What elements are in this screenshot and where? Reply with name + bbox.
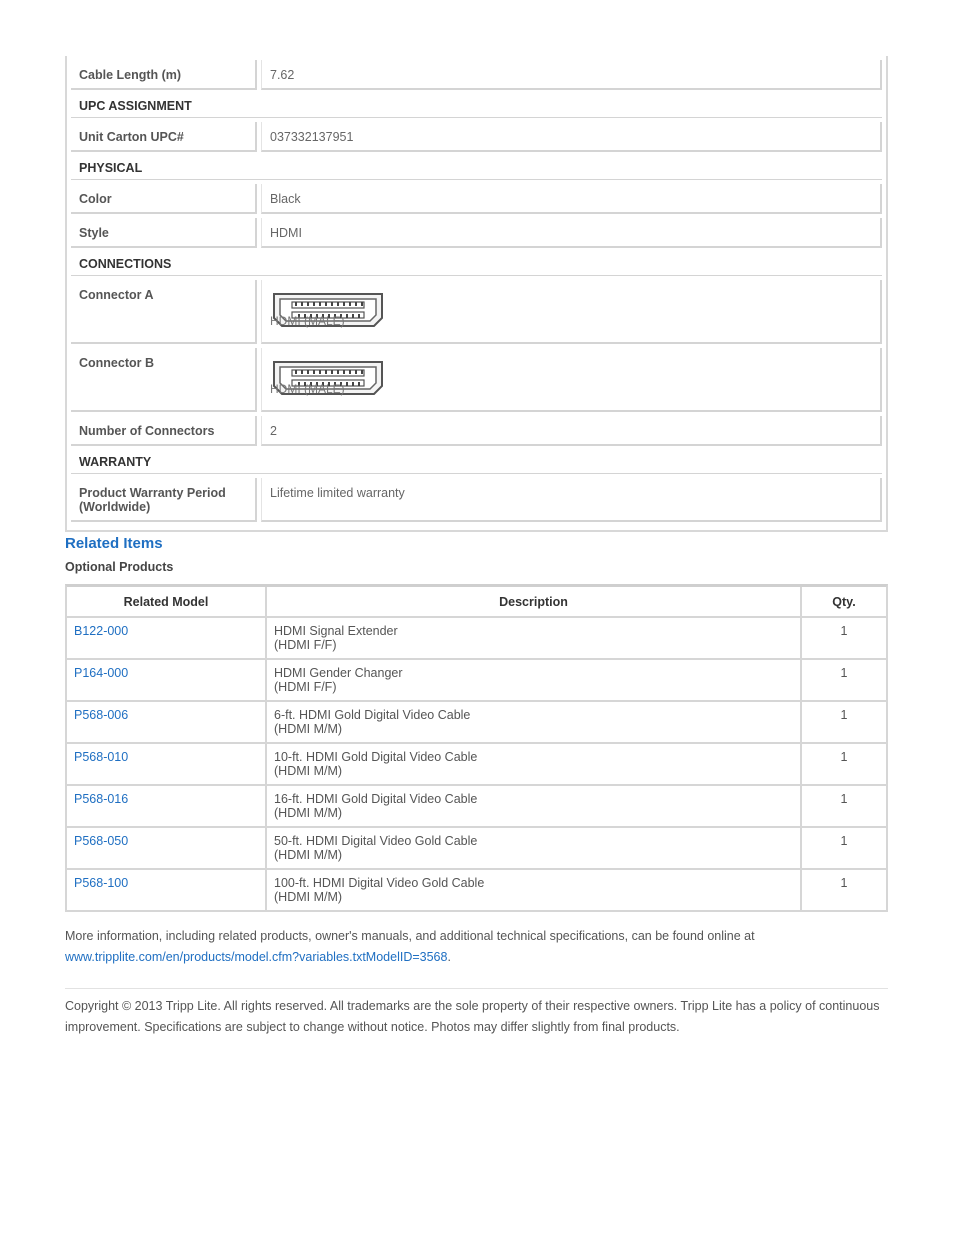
spec-row-number-of-connectors [71,416,882,446]
spec-label: Connector A [71,280,257,344]
description-line: 50-ft. HDMI Digital Video Gold Cable [274,834,478,848]
spec-value: 7.62 [261,60,882,90]
model-link[interactable]: P568-006 [74,708,129,722]
table-row [67,869,886,910]
description-line: (HDMI M/M) [274,722,343,736]
section-header-physical [71,156,882,180]
spec-table [71,56,882,526]
qty-cell: 1 [801,701,886,743]
spec-value: 037332137951 [261,122,882,152]
spec-row-connector-b [71,348,882,412]
description-cell [266,743,801,785]
description-cell [266,827,801,869]
spec-label: Product Warranty Period (Worldwide) [71,478,257,522]
qty-cell: 1 [801,827,886,869]
description-cell [266,659,801,701]
description-line: (HDMI M/M) [274,806,343,820]
spec-label: Color [71,184,257,214]
description-line: 16-ft. HDMI Gold Digital Video Cable [274,792,478,806]
spec-row-unit-carton-upc [71,122,882,152]
qty-cell: 1 [801,659,886,701]
specifications-table [65,56,888,532]
model-link[interactable]: B122-000 [74,624,129,638]
column-header-model: Related Model [67,587,266,617]
spec-value: Black [261,184,882,214]
description-line: 100-ft. HDMI Digital Video Gold Cable [274,876,485,890]
optional-products-heading: Optional Products [65,560,174,574]
spec-row-color [71,184,882,214]
qty-cell: 1 [801,617,886,659]
description-line: 6-ft. HDMI Gold Digital Video Cable [274,708,471,722]
more-info-text [65,926,888,968]
more-info-sentence: More information, including related products, owner's manuals, and additional technical specifications, can be found online at [65,929,755,943]
spec-row-style [71,218,882,248]
section-header-connections [71,252,882,276]
description-cell [266,617,801,659]
model-link[interactable]: P568-016 [74,792,129,806]
table-row [67,659,886,701]
related-items-heading: Related Items [65,535,163,552]
description-cell [266,701,801,743]
qty-cell: 1 [801,785,886,827]
qty-cell: 1 [801,743,886,785]
spec-value: Lifetime limited warranty [261,478,882,522]
copyright-notice: Copyright © 2013 Tripp Lite. All rights reserved. All trademarks are the sole property of their respective owners. Tripp Lite has a policy of continuous improvement. Specifications are subject to change without notice. Photos may differ slightly from final products. [65,999,880,1034]
table-row [67,701,886,743]
spec-value: 2 [261,416,882,446]
spec-label: Unit Carton UPC# [71,122,257,152]
description-line: (HDMI F/F) [274,638,337,652]
spec-value [261,348,882,412]
section-header-warranty [71,450,882,474]
qty-cell: 1 [840,876,848,890]
description-line: HDMI Signal Extender [274,624,398,638]
section-title: UPC ASSIGNMENT [71,94,882,118]
spec-label: Connector B [71,348,257,412]
connector-caption: HDMI (MALE) [270,314,345,328]
product-page-link[interactable]: www.tripplite.com/en/products/model.cfm?variables.txtModelID=3568 [65,950,448,964]
related-table [67,587,886,910]
table-row [67,617,886,659]
column-header-qty: Qty. [801,587,886,617]
model-link[interactable]: P568-050 [74,834,129,848]
model-link[interactable]: P164-000 [74,666,129,680]
description-line: 10-ft. HDMI Gold Digital Video Cable [274,750,478,764]
more-info-period: . [447,950,451,964]
spec-row-connector-a [71,280,882,344]
section-title: WARRANTY [71,450,882,474]
column-header-description: Description [266,587,801,617]
description-cell [266,785,801,827]
spec-row-cable-length [71,60,882,90]
spec-row-warranty-period [71,478,882,522]
spec-label: Cable Length (m) [71,60,257,90]
description-line: (HDMI F/F) [274,680,337,694]
model-link[interactable]: P568-100 [74,876,129,890]
spec-label: Number of Connectors [71,416,257,446]
description-line: HDMI Gender Changer [274,666,403,680]
section-title: CONNECTIONS [71,252,882,276]
description-line: (HDMI M/M) [274,764,343,778]
table-row [67,785,886,827]
spec-value: HDMI [261,218,882,248]
footer-divider [65,988,888,989]
description-line: (HDMI M/M) [274,848,343,862]
spec-label: Style [71,218,257,248]
table-header-row [67,587,886,617]
model-link[interactable]: P568-010 [74,750,129,764]
description-cell [266,869,801,910]
related-products-table [65,584,888,912]
description-line: (HDMI M/M) [274,890,343,904]
table-row [67,827,886,869]
table-row [67,743,886,785]
section-title: PHYSICAL [71,156,882,180]
spec-value [261,280,882,344]
connector-caption: HDMI (MALE) [270,382,345,396]
section-header-upc [71,94,882,118]
